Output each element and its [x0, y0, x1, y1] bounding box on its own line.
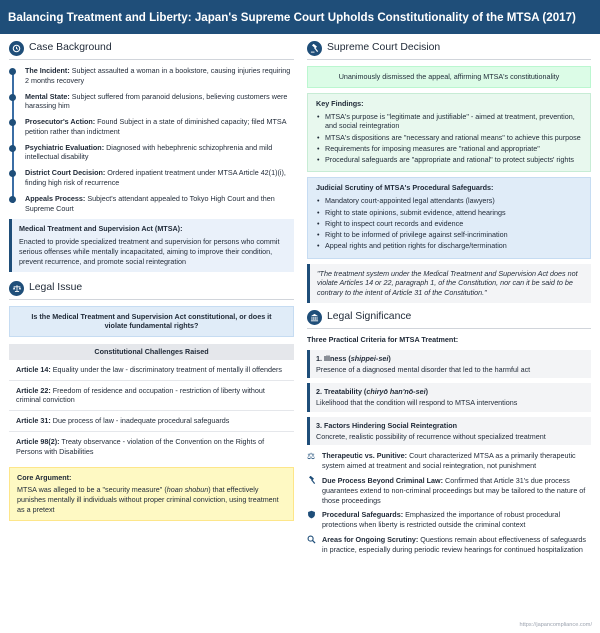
- list-item: • Right to state opinions, submit evidence, attend hearings: [316, 208, 582, 218]
- challenge-label: Article 22:: [16, 385, 51, 395]
- challenge-item: [9, 360, 294, 381]
- key-findings-list: [316, 112, 582, 165]
- list-item: • MTSA's dispositions are "necessary and rational means" to achieve this purpose: [316, 133, 582, 143]
- significance-header: [307, 307, 591, 329]
- criteria-text: Presence of a diagnosed mental disorder that led to the harmful act: [316, 364, 531, 374]
- timeline-text: Found Subject in a state of diminished capacity; filed MTSA petition rather than indictment: [25, 117, 287, 136]
- significance-point-label: Due Process Beyond Criminal Law:: [322, 476, 444, 486]
- key-findings-box: [307, 93, 591, 173]
- significance-point-label: Procedural Safeguards:: [322, 510, 404, 520]
- institution-icon: [307, 310, 322, 325]
- significance-point-text: Questions remain about effectiveness of safeguards in practice, especially during periodic review hearings for continued hospitalization: [322, 534, 586, 554]
- safeguards-box: [307, 177, 591, 258]
- significance-point-text: Confirmed that Article 31's due process guarantees extend to non-criminal proceedings but may be tailored to the nature of those proceedings: [322, 476, 586, 505]
- timeline-item: [25, 117, 294, 137]
- significance-point: [307, 451, 591, 471]
- criteria-title-before: 2. Treatability (: [316, 387, 367, 397]
- criteria-item: [307, 383, 591, 412]
- list-item: • MTSA's purpose is "legitimate and justifiable" - aimed at treatment, prevention, and social reintegration: [316, 112, 582, 132]
- core-argument-text-before: MTSA was alleged to be a "security measure" (: [17, 485, 167, 495]
- challenge-text: Treaty observance - violation of the Convention on the Rights of Persons with Disabilities: [16, 436, 265, 456]
- significance-point-label: Areas for Ongoing Scrutiny:: [322, 534, 419, 544]
- ruling-box: Unanimously dismissed the appeal, affirming MTSA's constitutionality: [307, 66, 591, 88]
- decision-header: [307, 38, 591, 60]
- timeline-label: Mental State:: [25, 91, 70, 101]
- timeline-item: [25, 168, 294, 188]
- significance-title: Legal Significance: [327, 311, 412, 323]
- challenge-item: [9, 411, 294, 432]
- case-background-title: Case Background: [29, 42, 112, 54]
- significance-point: [307, 510, 591, 530]
- legal-issue-title: Legal Issue: [29, 281, 83, 293]
- criteria-title-after: ): [388, 353, 391, 363]
- challenge-text: Equality under the law - discriminatory treatment of mentally ill offenders: [52, 364, 282, 374]
- significance-point-text: Emphasized the importance of robust procedural protections when liberty is restricted outside the criminal context: [322, 510, 561, 530]
- significance-point: [307, 535, 591, 555]
- timeline-item: [25, 194, 294, 214]
- list-item: • Requirements for imposing measures are "rational and appropriate": [316, 144, 582, 154]
- gavel-icon: [307, 41, 322, 56]
- balance-icon: ⚖: [307, 451, 316, 462]
- list-item: • Mandatory court-appointed legal attendants (lawyers): [316, 196, 582, 206]
- significance-point-body: [322, 535, 591, 555]
- core-argument-title: Core Argument:: [17, 472, 72, 482]
- criteria-term: chiryō han'nō-sei: [366, 387, 426, 397]
- challenge-label: Article 31:: [16, 416, 51, 426]
- challenge-text: Due process of law - inadequate procedural safeguards: [52, 416, 230, 426]
- timeline-text: Ordered inpatient treatment under MTSA Article 42(1)(i), finding high risk of recurrence: [25, 168, 286, 188]
- timeline-label: District Court Decision:: [25, 168, 106, 178]
- timeline-label: Appeals Process:: [25, 193, 86, 203]
- legal-issue-header: [9, 278, 294, 300]
- mtsa-definition-box: [9, 219, 294, 271]
- list-item: • Right to inspect court records and evidence: [316, 219, 582, 229]
- list-item: • Procedural safeguards are "appropriate and rational" to protect subjects' rights: [316, 155, 582, 165]
- challenge-label: Article 14:: [16, 364, 51, 374]
- key-findings-title: Key Findings:: [316, 98, 364, 108]
- footer-url: https://japancompliance.com/: [519, 622, 592, 629]
- significance-point: [307, 476, 591, 505]
- magnifier-icon: [307, 535, 317, 545]
- timeline-text: Diagnosed with hebephrenic schizophrenia and mild intellectual disability: [25, 142, 273, 162]
- criteria-title: [316, 387, 585, 397]
- list-item: • Right to be informed of privilege against self-incrimination: [316, 230, 582, 240]
- criteria-title-before: 3. Factors Hindering Social Reintegration: [316, 420, 457, 430]
- mtsa-box-text: Enacted to provide specialized treatment and supervision for persons who commit serious offenses while mentally incapacitated, aiming to improve their condition, prevent recurrence, and promote social reintegration: [19, 237, 280, 266]
- criteria-title-after: ): [425, 387, 428, 397]
- timeline-label: Prosecutor's Action:: [25, 117, 96, 127]
- significance-point-text: Court characterized MTSA as a primarily therapeutic system aimed at treatment and social reintegration, not punishment: [322, 451, 576, 471]
- criteria-term: shippei-sei: [350, 353, 389, 363]
- legal-question: Is the Medical Treatment and Supervision Act constitutional, or does it violate fundamental rights?: [9, 306, 294, 338]
- timeline-text: Subject assaulted a woman in a bookstore, causing injuries requiring 2 months recovery: [25, 66, 291, 85]
- challenge-item: [9, 432, 294, 462]
- page-title: Balancing Treatment and Liberty: Japan's Supreme Court Upholds Constitutionality of the MTSA (2017): [0, 0, 600, 34]
- timeline-label: Psychiatric Evaluation:: [25, 142, 105, 152]
- significance-point-body: [322, 451, 591, 471]
- timeline-item: [25, 66, 294, 86]
- gavel-small-icon: [307, 476, 317, 486]
- core-argument-text: [17, 485, 286, 514]
- criteria-item: [307, 350, 591, 379]
- left-column: [9, 38, 294, 521]
- criteria-item: [307, 417, 591, 446]
- challenges-heading: Constitutional Challenges Raised: [9, 344, 294, 360]
- timeline-label: The Incident:: [25, 66, 70, 75]
- right-column: [307, 38, 591, 560]
- shield-icon: [307, 510, 317, 520]
- criteria-title: [316, 354, 585, 364]
- case-background-header: [9, 38, 294, 60]
- timeline-text: Subject suffered from paranoid delusions, believing customers were harassing him: [25, 91, 288, 111]
- criteria-title: [316, 421, 585, 431]
- criteria-heading: Three Practical Criteria for MTSA Treatment:: [307, 335, 459, 344]
- timeline-text: Subject's attendant appealed to Tokyo High Court and then Supreme Court: [25, 193, 275, 213]
- court-quote: [307, 264, 591, 303]
- criteria-text: Concrete, realistic possibility of recurrence without specialized treatment: [316, 431, 546, 441]
- history-icon: [9, 41, 24, 56]
- mtsa-box-title: Medical Treatment and Supervision Act (MTSA):: [19, 224, 183, 234]
- criteria-text: Likelihood that the condition will respond to MTSA interventions: [316, 398, 518, 408]
- safeguards-title: Judicial Scrutiny of MTSA's Procedural Safeguards:: [316, 183, 494, 193]
- significance-point-label: Therapeutic vs. Punitive:: [322, 451, 408, 461]
- core-argument-term: hoan shobun: [166, 485, 209, 495]
- significance-point-body: [322, 476, 591, 505]
- core-argument-text-after: ) that effectively punishes mentally ill individuals without proper criminal conviction, using treatment as a pretext: [17, 485, 279, 514]
- decision-title: Supreme Court Decision: [327, 42, 441, 54]
- timeline-item: [25, 92, 294, 112]
- safeguards-list: [316, 196, 582, 251]
- court-quote-text: "The treatment system under the Medical Treatment and Supervision Act does not violate Articles 14 or 22, paragraph 1, of the Constitution, nor can it be said to be contrary to the intent of Article 31 of the Constitution.": [317, 268, 578, 298]
- scales-icon: [9, 281, 24, 296]
- core-argument-box: [9, 467, 294, 521]
- timeline-item: [25, 143, 294, 163]
- criteria-title-before: 1. Illness (: [316, 353, 351, 363]
- challenge-text: Freedom of residence and occupation - restriction of liberty without criminal conviction: [16, 385, 265, 405]
- challenge-item: [9, 381, 294, 412]
- list-item: • Appeal rights and petition rights for discharge/termination: [316, 241, 582, 251]
- significance-point-body: [322, 510, 591, 530]
- challenge-label: Article 98(2):: [16, 436, 60, 446]
- case-timeline: [9, 66, 294, 213]
